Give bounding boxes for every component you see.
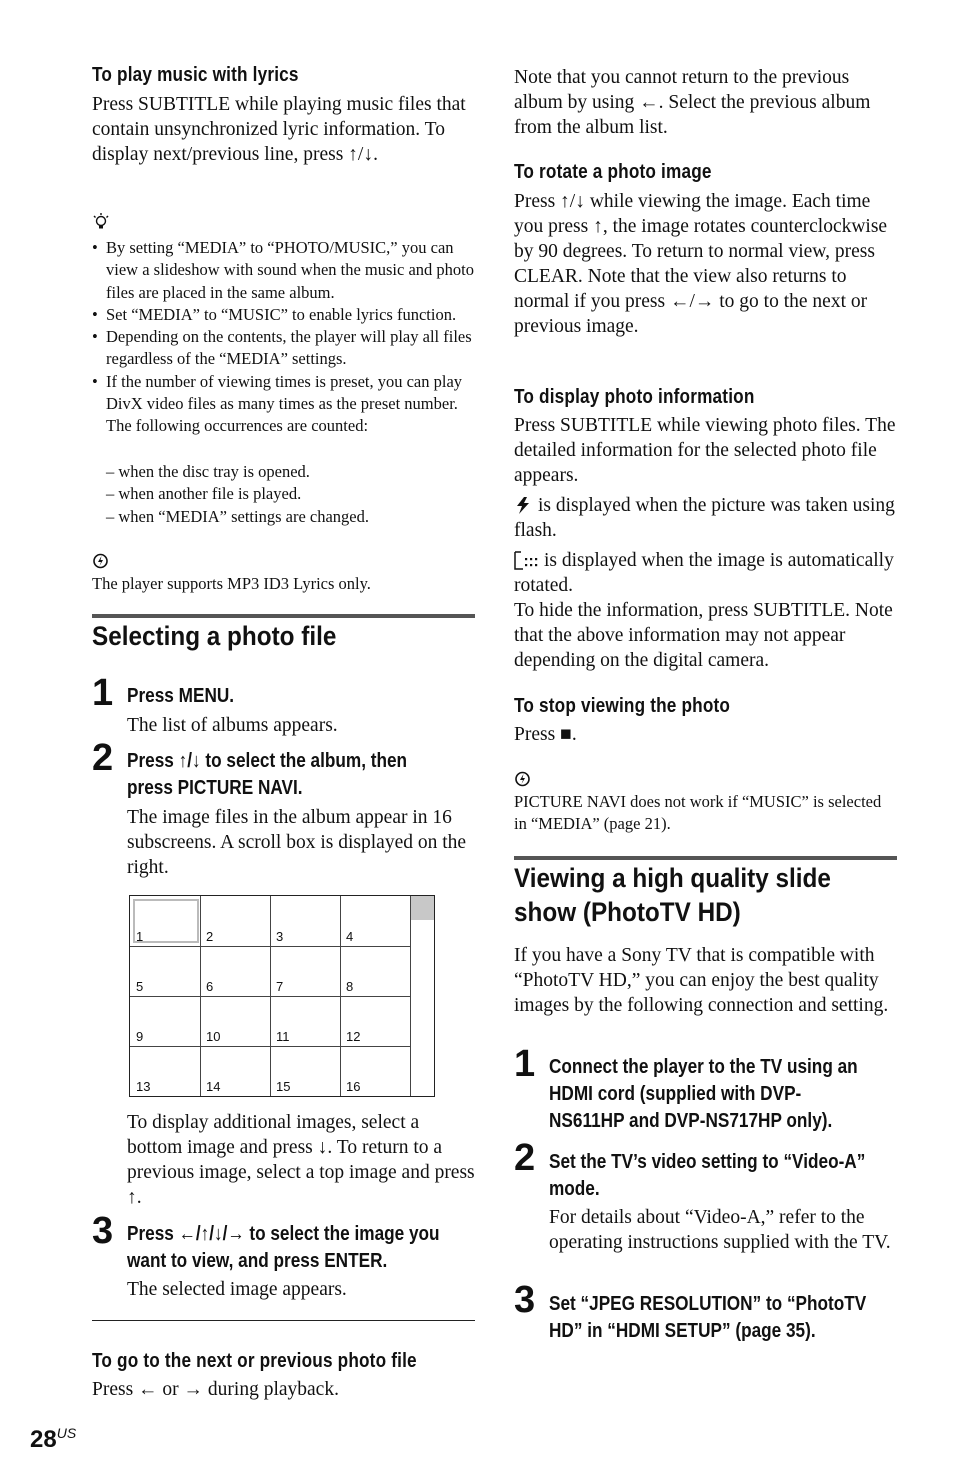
subscreen[interactable]: 2: [206, 929, 214, 944]
step-number: 2: [514, 1137, 536, 1179]
stop-heading: To stop viewing the photo: [514, 695, 731, 717]
step-body: The list of albums appears.: [127, 715, 338, 736]
page-number: $28^{US}$: [30, 1425, 77, 1453]
hide-text: To hide the information, press SUBTITLE. Note that the above information may not appear depending on the digital camera.: [514, 600, 893, 671]
stop-body: Press ■.: [514, 724, 577, 745]
tips-list: [92, 237, 475, 438]
section-body: If you have a Sony TV that is compatible with “PhotoTV HD,” you can enjoy the best quality images by the following connection and setting.: [514, 945, 889, 1016]
tip-dash: – when another file is played.: [106, 484, 302, 504]
flash-icon: [515, 496, 531, 515]
subscreen[interactable]: 16: [346, 1079, 361, 1094]
step-number: 1: [514, 1043, 536, 1085]
tip-item: • Set “MEDIA” to “MUSIC” to enable lyrics function.: [92, 304, 475, 326]
rotate-heading: To rotate a photo image: [514, 161, 712, 183]
note-icon: [515, 771, 530, 787]
step-heading: Set “JPEG RESOLUTION” to “PhotoTV: [549, 1293, 867, 1315]
next-heading: To go to the next or previous photo file: [92, 1350, 417, 1372]
step-heading: Connect the player to the TV using an: [549, 1056, 858, 1078]
subscreen[interactable]: 7: [276, 979, 284, 994]
scroll-box[interactable]: [411, 896, 434, 920]
step-heading: Press ↑/↓ to select the album, then: [127, 750, 408, 772]
tip-item: • Depending on the contents, the player will play all files regardless of the “MEDIA” settings.: [92, 326, 475, 371]
step-number: 2: [92, 737, 114, 779]
grid-line: [410, 896, 411, 1096]
subscreen[interactable]: 8: [346, 979, 354, 994]
subscreen[interactable]: 3: [276, 929, 284, 944]
subscreen[interactable]: 11: [276, 1029, 290, 1044]
section-rule: [92, 614, 475, 618]
note-icon: [93, 553, 108, 569]
subscreen-grid: [129, 895, 435, 1097]
step-heading: NS611HP and DVP-NS717HP only).: [549, 1110, 833, 1132]
section-title: Viewing a high quality slide: [514, 863, 831, 893]
section-rule: [514, 856, 897, 860]
next-body: Press ← or → during playback.: [92, 1379, 339, 1400]
rotated-icon: [514, 551, 542, 570]
step-heading: Set the TV’s video setting to “Video-A”: [549, 1151, 866, 1173]
step-heading: want to view, and press ENTER.: [127, 1250, 388, 1272]
section-title: Selecting a photo file: [92, 621, 337, 651]
subscreen[interactable]: 1: [136, 929, 144, 944]
subscreen[interactable]: 5: [136, 979, 144, 994]
rotated-text: is displayed when the image is automatically rotated.: [514, 550, 894, 596]
step-body: The image files in the album appear in 16 subscreens. A scroll box is displayed on the right.: [127, 807, 467, 878]
tip-dash: – when the disc tray is opened.: [106, 462, 310, 481]
subscreen[interactable]: 10: [206, 1029, 221, 1044]
subscreen[interactable]: 6: [206, 979, 214, 994]
step-heading: Press ←/↑/↓/→ to select the image you: [127, 1223, 440, 1245]
step-heading: mode.: [549, 1178, 600, 1200]
step-heading: Press MENU.: [127, 685, 235, 707]
step-heading: HDMI cord (supplied with DVP-: [549, 1083, 802, 1105]
lyrics-body: Press SUBTITLE while playing music files that contain unsynchronized lyric information. To display next/previous line, press ↑/↓.: [92, 94, 466, 165]
tip-item: • If the number of viewing times is preset, you can play DivX video files as many times as the preset number. The following occurrences are counted:: [92, 371, 475, 438]
step-number: 3: [514, 1279, 536, 1321]
step-heading: press PICTURE NAVI.: [127, 777, 303, 799]
note-text: The player supports MP3 ID3 Lyrics only.: [92, 574, 371, 593]
hint-icon: [93, 213, 109, 231]
subscreen[interactable]: 4: [346, 929, 354, 944]
tip-dash-list: [92, 461, 475, 528]
info-heading: To display photo information: [514, 386, 755, 408]
tip-dash: – when “MEDIA” settings are changed.: [106, 506, 369, 526]
step-heading: HD” in “HDMI SETUP” (page 35).: [549, 1320, 816, 1342]
step-body: The selected image appears.: [127, 1279, 347, 1300]
grid-description: To display additional images, select a bottom image and press ↓. To return to a previous image, select a top image and press ↑.: [127, 1112, 475, 1208]
divider: [92, 1320, 475, 1321]
subscreen[interactable]: 14: [206, 1079, 221, 1094]
tip-item: • By setting “MEDIA” to “PHOTO/MUSIC,” you can view a slideshow with sound when the music and photo files are placed in the same album.: [92, 237, 475, 304]
subscreen[interactable]: 13: [136, 1079, 151, 1094]
subscreen[interactable]: 15: [276, 1079, 291, 1094]
section-title: show (PhotoTV HD): [514, 897, 741, 927]
lyrics-heading: To play music with lyrics: [92, 64, 299, 86]
step-body: For details about “Video-A,” refer to the operating instructions supplied with the TV.: [549, 1207, 891, 1253]
info-body: Press SUBTITLE while viewing photo files. The detailed information for the selected photo file appears.: [514, 415, 896, 486]
step-number: 1: [92, 672, 114, 714]
step-number: 3: [92, 1210, 114, 1252]
note-text: PICTURE NAVI does not work if “MUSIC” is selected in “MEDIA” (page 21).: [514, 792, 882, 834]
subscreen[interactable]: 12: [346, 1029, 361, 1044]
subscreen[interactable]: 9: [136, 1029, 144, 1044]
intro-text: Note that you cannot return to the previous album by using ←. Select the previous album from the album list.: [514, 67, 871, 138]
flash-text: is displayed when the picture was taken using flash.: [514, 495, 895, 541]
rotate-body: Press ↑/↓ while viewing the image. Each time you press ↑, the image rotates counterclockwise by 90 degrees. To return to normal view, press CLEAR. Note that the view also returns to normal if you press ←/→ to go to the next or previous image.: [514, 191, 888, 337]
